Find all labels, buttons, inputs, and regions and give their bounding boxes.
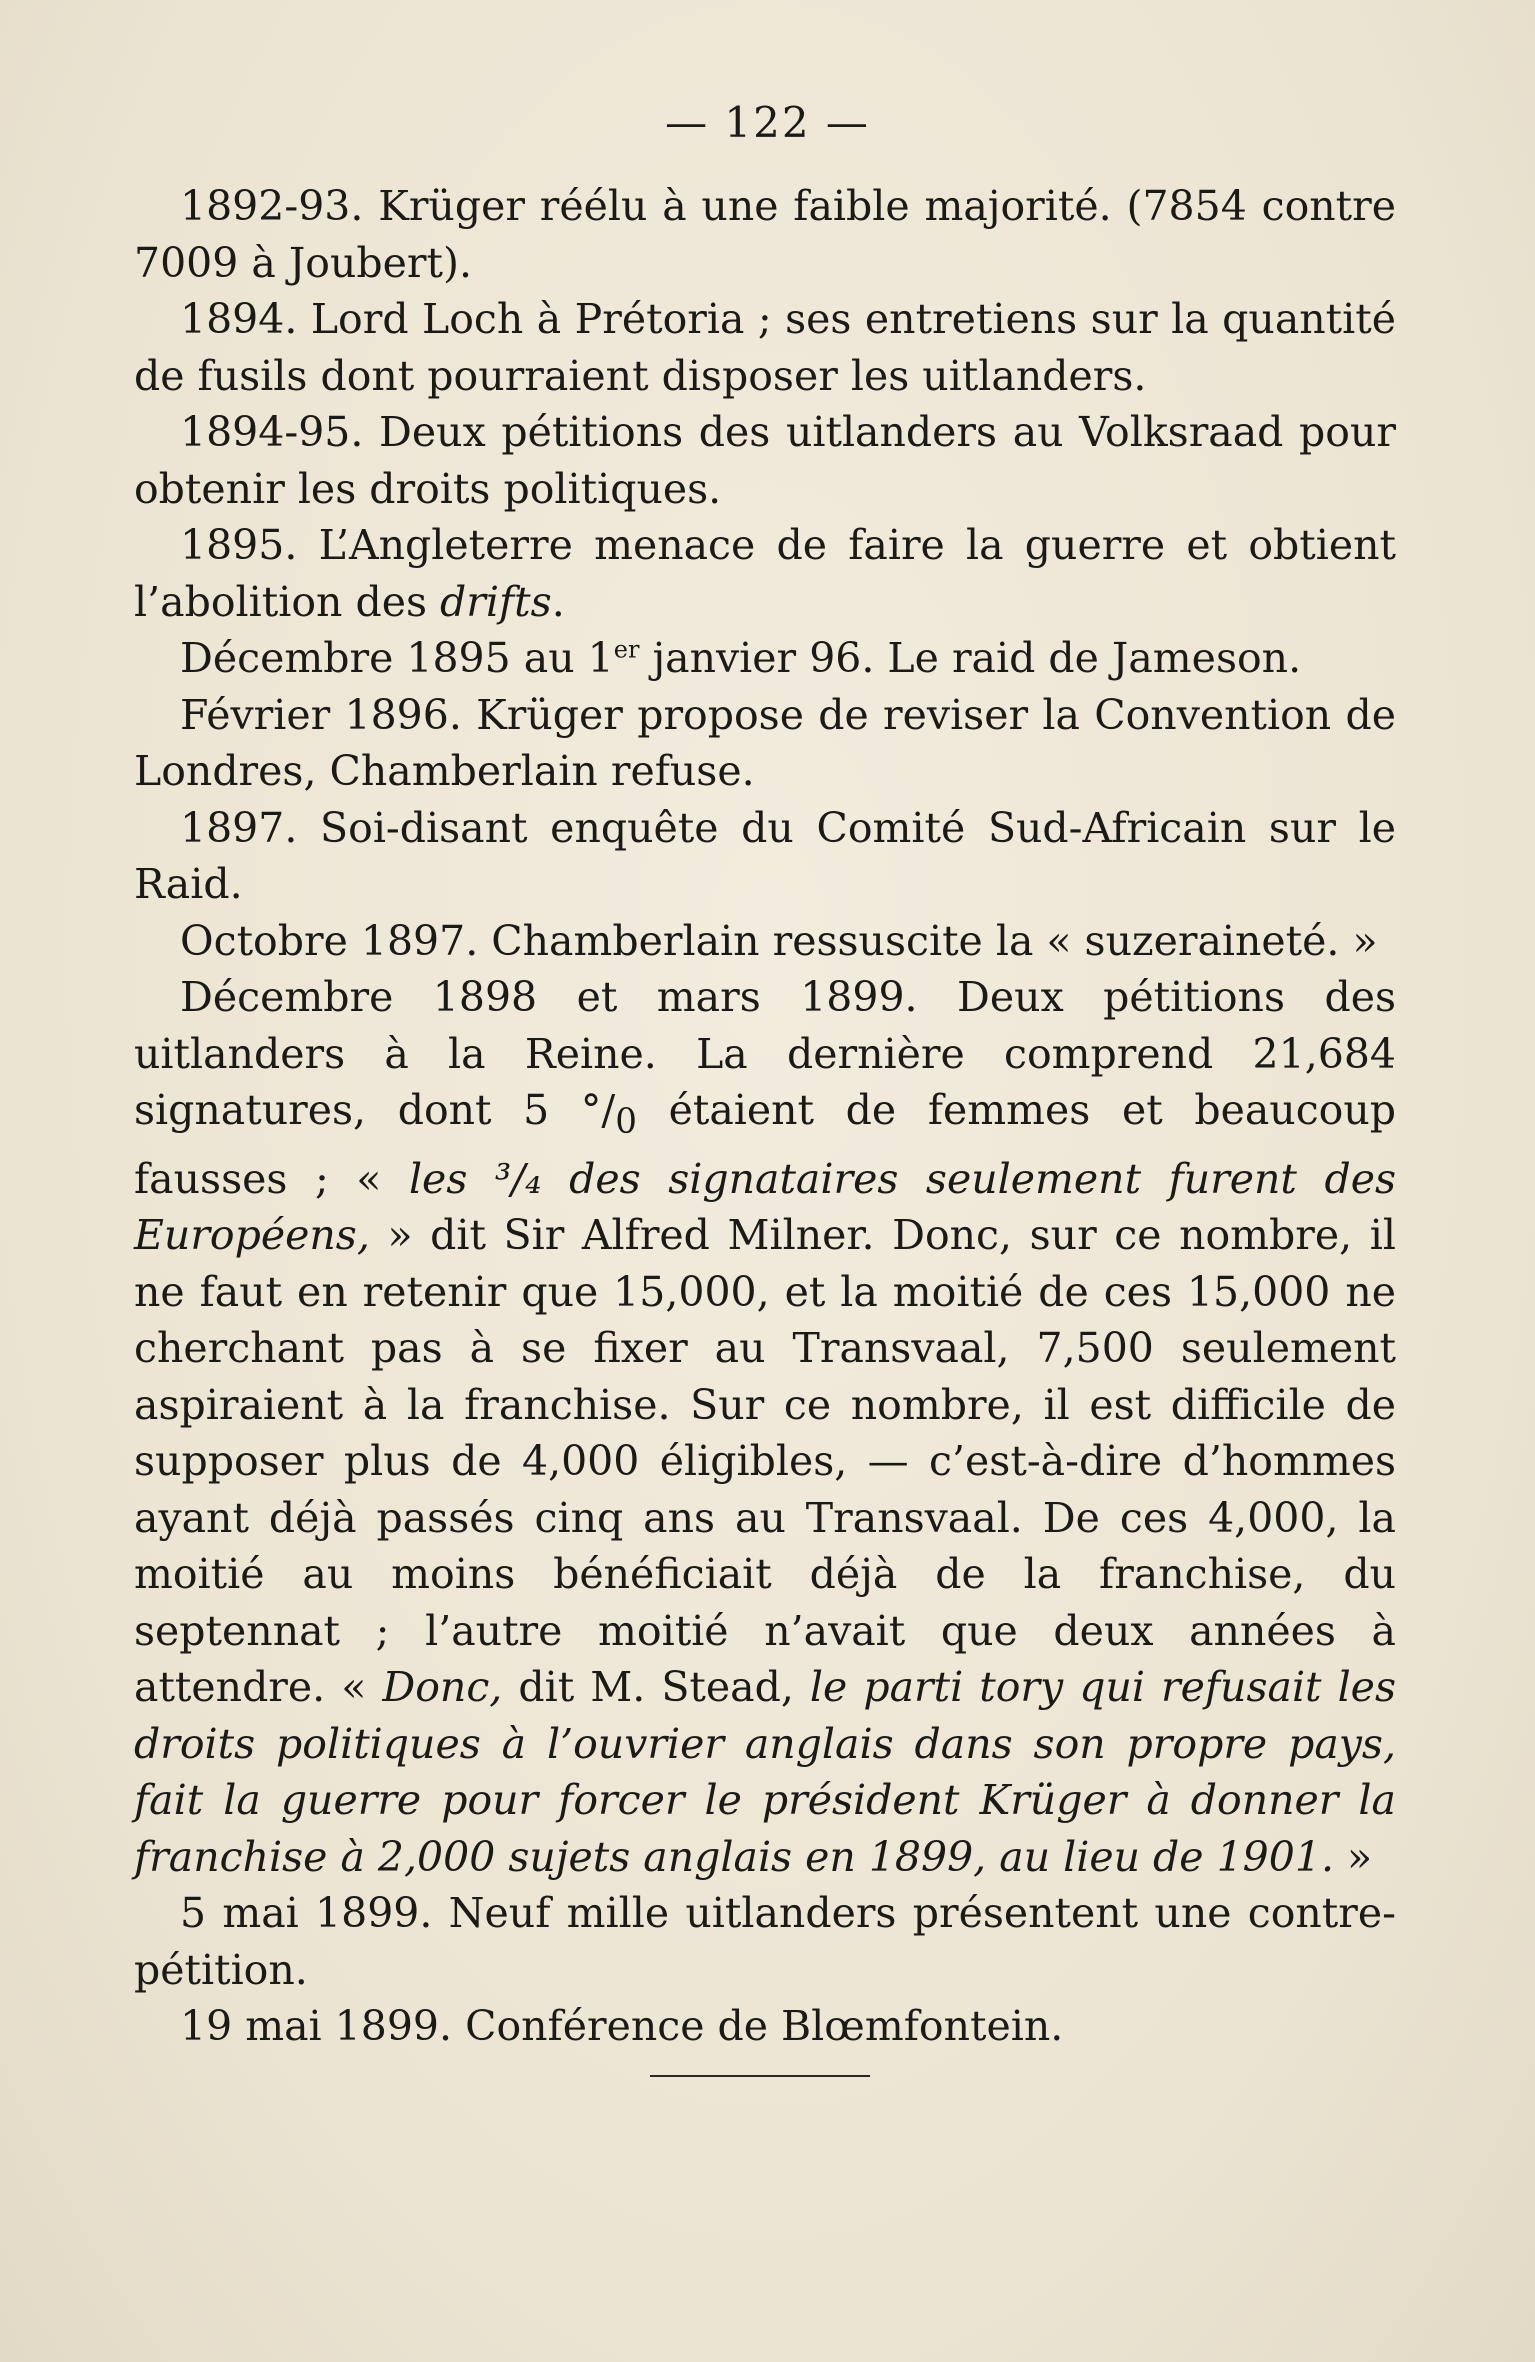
entry-dec-1898-part3: » dit Sir Alfred Milner. Donc, sur ce nombre, il ne faut en retenir que 15,000, et la moitié de ces 15,000 ne cherchant pas à se fixer au Transvaal, 7,500 seulement aspiraient à la franchise. Sur ce nombre, il est difficile de supposer plus de 4,000 éligibles, — c’est-à-dire d’hommes ayant déjà passés cinq ans au Transvaal. De ces 4,000, la moitié au moins bénéficiait déjà de la franchise, du septennat ; l’autre moitié n’avait que deux années à attendre. « <box>134 1211 1396 1712</box>
entry-may19-1899: 19 mai 1899. Conférence de Blœmfontein. <box>180 2002 1064 2051</box>
entry-dec-1898-part1: Décembre 1898 et mars 1899. Deux pétitions des uitlanders à la Reine. La dernière comprend 21,684 signatures, dont 5 °/ <box>134 973 1396 1134</box>
entry-dec-1895 <box>134 630 1396 687</box>
entry-dec-1895-end: janvier 96. Le raid de Jameson. <box>639 634 1302 682</box>
entry-dec-1898-part5: » <box>1333 1832 1373 1881</box>
entry-dec-1895-text: Décembre 1895 au 1 <box>180 634 614 682</box>
entry-1897: 1897. Soi-disant enquête du Comité Sud-Africain sur le Raid. <box>134 803 1396 908</box>
entry-dec-1895-sup: er <box>613 635 640 664</box>
entry-1892-93: 1892-93. Krüger réélu à une faible majorité. (7854 contre 7009 à Joubert). <box>134 182 1396 287</box>
page-number: — 122 — <box>665 98 870 147</box>
entry-dec-1898-donc: Donc, <box>382 1663 503 1712</box>
entry-oct-1897: Octobre 1897. Chamberlain ressuscite la « suzeraineté. » <box>180 916 1378 965</box>
entry-1895-text: 1895. L’Angleterre menace de faire la guerre et obtient l’abolition des <box>134 521 1396 626</box>
entry-dec-1898-quote-milner: les ³/₄ des signataires seulement furent des Européens, <box>134 1154 1396 1260</box>
entry-1894: 1894. Lord Loch à Prétoria ; ses entretiens sur la quantité de fusils dont pourraient disposer les uitlanders. <box>134 295 1396 400</box>
entry-feb-1896: Février 1896. Krüger propose de reviser la Convention de Londres, Chamberlain refuse. <box>134 690 1396 795</box>
entry-may5-1899: 5 mai 1899. Neuf mille uitlanders présentent une contre-pétition. <box>134 1889 1396 1994</box>
entry-1895-end: . <box>551 577 565 626</box>
entry-1895-italic: drifts <box>440 577 552 626</box>
closing-rule <box>650 2075 870 2077</box>
entry-1895 <box>134 517 1396 630</box>
entry-dec-1898-part2: étaient de femmes et beaucoup fausses ; « <box>134 1086 1396 1203</box>
body-text <box>134 178 1396 2055</box>
entry-1894-95: 1894-95. Deux pétitions des uitlanders au Volksraad pour obtenir les droits politiques. <box>134 408 1396 513</box>
entry-dec-1898 <box>134 969 1396 1885</box>
entry-dec-1898-part4: dit M. Stead, <box>502 1663 810 1712</box>
entry-dec-1898-quote-stead: le parti tory qui refusait les droits politiques à l’ouvrier anglais dans son propre pays, fait la guerre pour forcer le président Krüger à donner la franchise à 2,000 sujets anglais en 1899, au lieu de 1901. <box>134 1663 1396 1881</box>
entry-dec-1898-sub: 0 <box>615 1102 637 1143</box>
